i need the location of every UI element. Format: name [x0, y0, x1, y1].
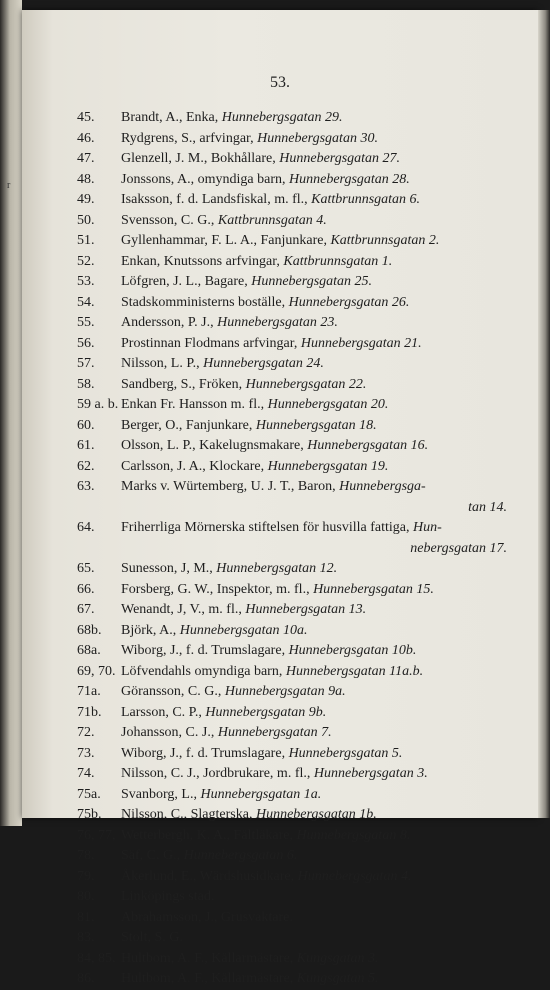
entry-owner: Åkerlund, E., Wärdshusidkare,: [121, 868, 298, 884]
list-item: [77, 129, 507, 150]
entry-number: 61.: [77, 438, 95, 453]
entry-number: 69, 70.: [77, 663, 116, 679]
entry-number: 71b.: [77, 704, 102, 720]
left-page-mark: r: [7, 180, 11, 191]
entry-street: Hunnebergsgatan 4.: [297, 868, 412, 884]
entry-text: [121, 662, 507, 683]
entry-text: [121, 908, 507, 929]
entry-owner: Jonssons, A., omyndiga barn,: [121, 171, 289, 187]
entry-text: [121, 969, 507, 990]
list-item: [77, 580, 507, 601]
entry-street: Kattbrunnsgatan 4.: [217, 212, 327, 228]
entry-owner: Carlsson, J. A., Klockare,: [121, 458, 268, 474]
entry-number: 57.: [77, 356, 95, 371]
entry-number: 80.: [77, 889, 95, 904]
entry-owner: Nilsson, C., Slagterska,: [121, 807, 256, 822]
list-item: [77, 969, 507, 990]
entry-owner: Wiborg, J., f. d. Trumslagare,: [121, 643, 289, 658]
entry-owner: Wenandt, J, V., m. fl.,: [121, 602, 246, 617]
entry-text: [121, 559, 507, 580]
entry-owner: Gyllenhammar, F. L. A., Fanjunkare,: [121, 233, 331, 248]
entry-number: 58.: [77, 376, 95, 392]
entry-number: 76, 77,: [77, 827, 116, 843]
entry-owner: Sunesson, J, M.,: [121, 561, 217, 576]
entry-owner: Enkan Fr. Hansson m. fl.,: [121, 397, 268, 412]
entry-street: Kattbrunnsgatan 1.: [283, 253, 393, 269]
entry-number: 67.: [77, 602, 95, 617]
list-item: [77, 662, 507, 683]
list-item: [77, 867, 507, 888]
entry-text: [121, 703, 507, 724]
list-item: [77, 395, 507, 416]
entry-text: [121, 641, 507, 662]
entry-number: 51.: [77, 233, 95, 248]
list-item: [77, 354, 507, 375]
entry-text: [121, 846, 507, 867]
entry-text: [121, 723, 507, 744]
list-item: [77, 211, 507, 232]
entry-number: 71a.: [77, 684, 101, 699]
left-page-edge: [0, 0, 22, 826]
list-item: [77, 149, 507, 170]
entry-street: Hunnebergsgatan 6.: [183, 848, 298, 863]
entry-number: 55.: [77, 315, 95, 330]
entry-street: Hunnebergsgatan 21.: [300, 335, 422, 351]
entry-owner: Göransson, C. G.,: [121, 684, 225, 699]
entry-text: [121, 477, 507, 518]
entry-text: [121, 867, 507, 888]
list-item: [77, 518, 507, 559]
entry-street: Hunnebergsgatan 16.: [307, 438, 429, 453]
entry-text: [121, 887, 507, 908]
entry-text: [121, 826, 507, 847]
list-item: [77, 436, 507, 457]
entry-text: [121, 949, 507, 970]
entry-owner: Nilsson, C. J., Jordbrukare, m. fl.,: [121, 766, 314, 781]
entry-street: Hunnebergsgatan 29.: [221, 110, 343, 125]
entry-number: 65.: [77, 561, 95, 576]
page-number: 53.: [270, 74, 290, 91]
entry-number: 53.: [77, 274, 95, 289]
entry-number: 50.: [77, 212, 95, 228]
entry-street: Kattbrunnsgatan 6.: [311, 192, 421, 207]
entry-owner: Enkan, Knutssons arfvingar,: [121, 253, 284, 269]
list-item: [77, 949, 507, 970]
list-item: [77, 682, 507, 703]
list-item: [77, 641, 507, 662]
entry-text: [121, 231, 507, 252]
entry-street: Hunnebergsgatan 9a.: [224, 684, 346, 699]
entry-street-continued: tan 14.: [468, 499, 507, 515]
entry-text: [121, 416, 507, 437]
entry-text: [121, 805, 507, 826]
entry-number: 75b.: [77, 807, 102, 822]
entry-street: Hunnebergsga-: [339, 479, 426, 494]
entry-owner: Olsson, L. P., Kakelugnsmakare,: [121, 438, 308, 453]
entry-number: 49.: [77, 192, 95, 207]
entry-owner: Svanborg, L.,: [121, 786, 201, 802]
entry-owner: Marks v. Würtemberg, U. J. T., Baron,: [121, 479, 340, 494]
entry-number: 60.: [77, 417, 95, 433]
entry-text: [121, 149, 507, 170]
entry-street: Hunnebergsgatan 7.: [217, 725, 332, 740]
list-item: [77, 928, 507, 949]
list-item: [77, 416, 507, 437]
entry-street: Hunnebergsgatan 23.: [217, 315, 338, 330]
list-item: [77, 744, 507, 765]
entry-text: [121, 785, 507, 806]
list-item: [77, 477, 507, 518]
entry-text: [121, 518, 507, 559]
entry-text: [121, 313, 507, 334]
entry-number: 81.: [77, 909, 95, 925]
entry-street: Kattbrunnsgatan 2.: [330, 233, 440, 248]
entry-owner: Glenzell, J. M., Bokhållare,: [121, 151, 280, 166]
book-page: [22, 10, 538, 986]
entry-text: [121, 375, 507, 396]
list-item: [77, 334, 507, 355]
entry-street: Kungsgatan 5.: [296, 971, 379, 986]
entry-number: 73.: [77, 745, 95, 761]
entry-number: 64.: [77, 520, 95, 535]
entry-street: Hunnebergsgatan 1a.: [200, 786, 322, 802]
entry-street: Hunnebergsgatan 12.: [216, 561, 338, 576]
entry-owner: Stolt, S. G.: [121, 930, 183, 945]
entry-owner: Björk, A.,: [121, 622, 180, 638]
list-item: [77, 108, 507, 129]
entry-street: Hunnebergsgatan 24.: [203, 356, 324, 371]
entry-text: [121, 272, 507, 293]
entry-owner: Stadskomministerns boställe,: [121, 294, 289, 310]
entry-street: Hunnebergsgatan 13.: [245, 602, 367, 617]
entry-street: Hunnebergsgatan 10b.: [288, 643, 417, 658]
list-item: [77, 846, 507, 867]
entry-list: [77, 108, 507, 990]
entry-owner: Isaksson, f. d. Landsfiskal, m. fl.,: [121, 192, 312, 207]
entry-text: [121, 744, 507, 765]
entry-owner: Berger, O., Fanjunkare,: [121, 417, 256, 433]
entry-owner: Johansson, C. J.,: [121, 725, 218, 740]
entry-owner: Andersson, P. J.,: [121, 315, 218, 330]
entry-owner: Hultbom, A. F., Källarmästare,: [121, 950, 297, 966]
entry-text: [121, 395, 507, 416]
entry-street: Hun-: [412, 520, 442, 535]
entry-number: 52.: [77, 253, 95, 269]
entry-text: [121, 764, 507, 785]
list-item: [77, 908, 507, 929]
list-item: [77, 272, 507, 293]
list-item: [77, 559, 507, 580]
entry-number: 56.: [77, 335, 95, 351]
entry-number: 78.: [77, 848, 95, 863]
entry-number: 68a.: [77, 643, 101, 658]
list-item: [77, 457, 507, 478]
entry-owner: Löfvendahls omyndiga barn,: [121, 663, 286, 679]
entry-text: [121, 293, 507, 314]
entry-street: Hunnebergsgatan 19.: [267, 458, 389, 474]
list-item: [77, 621, 507, 642]
list-item: [77, 252, 507, 273]
entry-street: Hunnebergsgatan 20.: [267, 397, 389, 412]
entry-number: 75a.: [77, 786, 101, 802]
entry-owner: Säf, C. G.,: [121, 848, 184, 863]
entry-number: 54.: [77, 294, 95, 310]
entry-text: [121, 354, 507, 375]
entry-number: 45.: [77, 110, 95, 125]
list-item: [77, 313, 507, 334]
list-item: [77, 826, 507, 847]
entry-owner: Wiborg, J., f. d. Trumslagare,: [121, 745, 289, 761]
right-page-edge: [538, 10, 550, 818]
entry-number: 63.: [77, 479, 95, 494]
entry-text: [121, 252, 507, 273]
entry-text: [121, 108, 507, 129]
entry-owner: Sandberg, S., Fröken,: [121, 376, 246, 392]
entry-owner: Löfgren, J. L., Bagare,: [121, 274, 252, 289]
entry-owner: Forsberg, G. W., Inspektor, m. fl.,: [121, 581, 314, 597]
entry-owner: Svensson, C. G.,: [121, 212, 218, 228]
entry-number: 72.: [77, 725, 95, 740]
entry-number: 62.: [77, 458, 95, 474]
entry-street: Hunnebergsgatan 9b.: [205, 704, 327, 720]
entry-street: Hunnebergsgatan 5.: [288, 745, 403, 761]
list-item: [77, 375, 507, 396]
entry-street: Hunnebergsgatan 27.: [279, 151, 401, 166]
entry-number: 83.: [77, 930, 95, 945]
entry-number: 66.: [77, 581, 95, 597]
entry-owner: Abrahamsson, J., Grusvaktare.: [121, 909, 293, 925]
entry-owner: Larsson, C. P.,: [121, 704, 206, 720]
list-item: [77, 785, 507, 806]
entry-street: Hunnebergsgatan 25.: [251, 274, 373, 289]
entry-owner: Friherrliga Mörnerska stiftelsen för husvilla fattiga,: [121, 520, 413, 535]
entry-number: 46.: [77, 130, 95, 146]
list-item: [77, 703, 507, 724]
entry-text: [121, 211, 507, 232]
list-item: [77, 723, 507, 744]
entry-text: [121, 580, 507, 601]
entry-street: Hunnebergsgatan 28.: [289, 171, 410, 187]
entry-owner: Wetterbergh, K. A., Fältläkare,: [121, 827, 297, 843]
entry-street: Kungsgatan 3.: [296, 950, 379, 966]
list-item: [77, 293, 507, 314]
list-item: [77, 764, 507, 785]
entry-text: [121, 170, 507, 191]
entry-number: 48.: [77, 171, 95, 187]
entry-number: 74.: [77, 766, 95, 781]
entry-street: Hunnebergsgatan 15.: [313, 581, 434, 597]
entry-street: Hunnebergsgatan 10a.: [179, 622, 308, 638]
entry-text: [121, 457, 507, 478]
entry-text: [121, 928, 507, 949]
list-item: [77, 170, 507, 191]
entry-owner: Linköpings stad.: [121, 889, 215, 904]
entry-text: [121, 334, 507, 355]
entry-text: [121, 682, 507, 703]
entry-text: [121, 129, 507, 150]
entry-street: Hunnebergsgatan 30.: [257, 130, 378, 146]
entry-owner: Nilsson, L. P.,: [121, 356, 204, 371]
entry-street: Hunnebergsgatan 18.: [255, 417, 377, 433]
entry-number: 79.: [77, 868, 95, 884]
list-item: [77, 805, 507, 826]
entry-number: 84, 85.: [77, 950, 116, 966]
entry-number: 68b.: [77, 622, 102, 638]
entry-owner: Hultbom, A. F., Källarmästare,: [121, 971, 297, 986]
entry-number: 86.: [77, 971, 95, 986]
entry-owner: Prostinnan Flodmans arfvingar,: [121, 335, 301, 351]
entry-street: Hunnebergsgatan 22.: [245, 376, 367, 392]
list-item: [77, 600, 507, 621]
entry-number: 59 a. b.: [77, 397, 119, 412]
entry-owner: Rydgrens, S., arfvingar,: [121, 130, 258, 146]
entry-number: 47.: [77, 151, 95, 166]
list-item: [77, 887, 507, 908]
entry-street: Hunnebergsgatan 8.: [296, 827, 411, 843]
entry-text: [121, 621, 507, 642]
entry-text: [121, 436, 507, 457]
entry-street-continued: nebergsgatan 17.: [410, 540, 507, 556]
entry-text: [121, 600, 507, 621]
list-item: [77, 190, 507, 211]
entry-street: Hunnebergsgatan 1b.: [255, 807, 377, 822]
entry-text: [121, 190, 507, 211]
entry-street: Hunnebergsgatan 3.: [313, 766, 428, 781]
entry-owner: Brandt, A., Enka,: [121, 110, 222, 125]
entry-street: Hunnebergsgatan 11a.b.: [285, 663, 424, 679]
entry-street: Hunnebergsgatan 26.: [288, 294, 410, 310]
list-item: [77, 231, 507, 252]
